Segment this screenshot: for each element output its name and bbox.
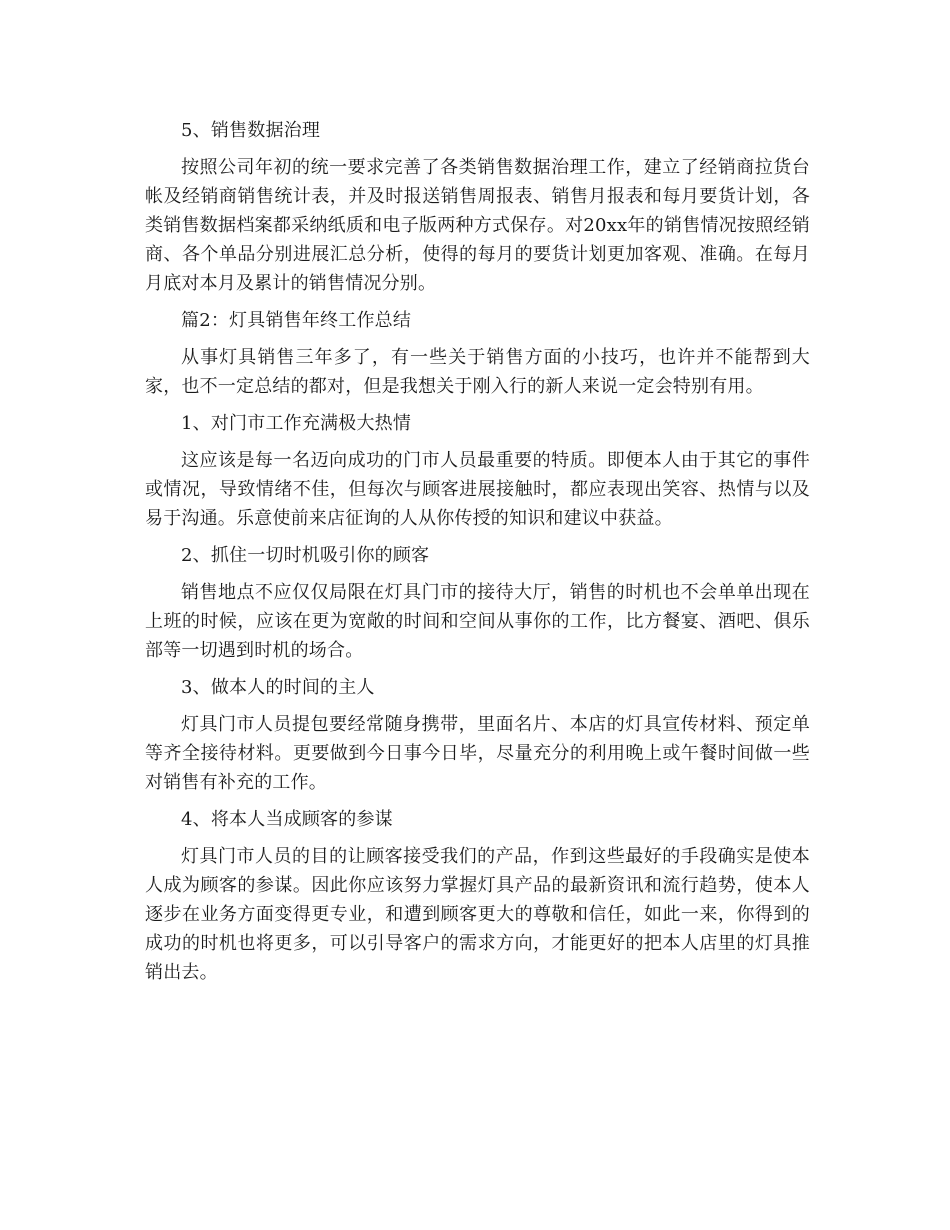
section-heading-enthusiasm: 1、对门市工作充满极大热情 [181, 413, 412, 434]
section-heading-sales-data: 5、销售数据治理 [181, 120, 321, 141]
paragraph-advisor: 灯具门市人员的目的让顾客接受我们的产品，作到这些最好的手段确实是使本人成为顾客的参谋。因此你应该努力掌握灯具产品的最新资讯和流行趋势，使本人逐步在业务方面变得更专业，和遭到顾客更大的尊敬和信任，如此一来，你得到的成功的时机也将更多，可以引导客户的需求方向，才能更好的把本人店里的灯具推销出去。 [145, 846, 810, 983]
article-title: 篇2：灯具销售年终工作总结 [181, 310, 412, 331]
section-heading-advisor: 4、将本人当成顾客的参谋 [181, 809, 393, 830]
paragraph-sales-data: 按照公司年初的统一要求完善了各类销售数据治理工作，建立了经销商拉货台帐及经销商销售统计表，并及时报送销售周报表、销售月报表和每月要货计划，各类销售数据档案都采纳纸质和电子版两种方式保存。对20xx年的销售情况按照经销商、各个单品分别进展汇总分析，使得的每月的要货计划更加客观、准确。在每月月底对本月及累计的销售情况分别。 [145, 157, 810, 294]
paragraph-time: 灯具门市人员提包要经常随身携带，里面名片、本店的灯具宣传材料、预定单等齐全接待材料。更要做到今日事今日毕，尽量充分的利用晚上或午餐时间做一些对销售有补充的工作。 [145, 714, 810, 793]
section-heading-time: 3、做本人的时间的主人 [181, 677, 375, 698]
section-heading-opportunity: 2、抓住一切时机吸引你的顾客 [181, 545, 430, 566]
paragraph-opportunity: 销售地点不应仅仅局限在灯具门市的接待大厅，销售的时机也不会单单出现在上班的时候，应该在更为宽敞的时间和空间从事你的工作，比方餐宴、酒吧、俱乐部等一切遇到时机的场合。 [145, 582, 810, 661]
paragraph-enthusiasm: 这应该是每一名迈向成功的门市人员最重要的特质。即便本人由于其它的事件或情况，导致情绪不佳，但每次与顾客进展接触时，都应表现出笑容、热情与以及易于沟通。乐意使前来店征询的人从你传授的知识和建议中获益。 [145, 450, 810, 529]
document-body [145, 116, 810, 995]
paragraph-intro: 从事灯具销售三年多了，有一些关于销售方面的小技巧，也许并不能帮到大家，也不一定总结的都对，但是我想关于刚入行的新人来说一定会特别有用。 [145, 347, 810, 397]
